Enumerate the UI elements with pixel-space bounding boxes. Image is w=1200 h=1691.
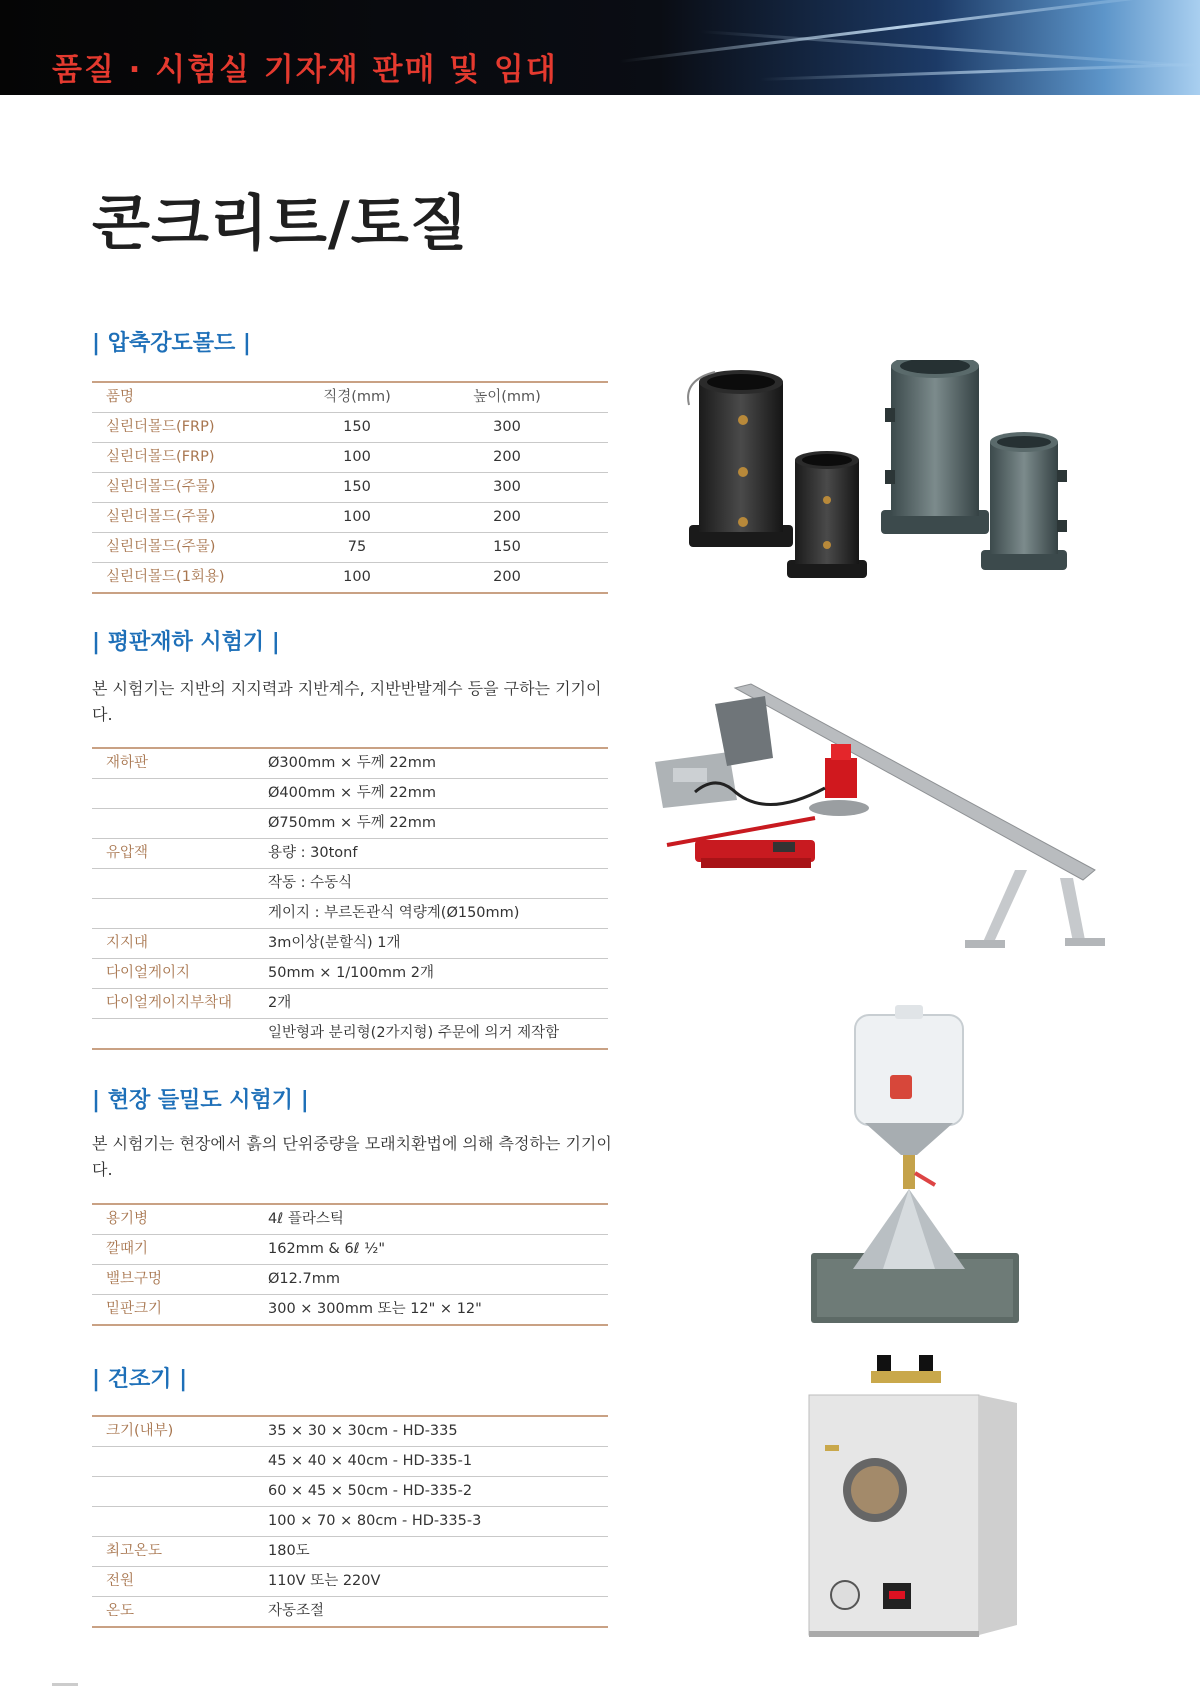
table-row: [92, 443, 608, 473]
cell-name: 실린더몰드(1회용): [106, 569, 225, 585]
cell-diameter: 100: [343, 509, 371, 525]
table-row: [92, 1597, 608, 1628]
cell-diameter: 150: [343, 479, 371, 495]
table-row: [92, 959, 608, 989]
cell-name: 실린더몰드(FRP): [106, 419, 215, 435]
field-density-description: 본 시험기는 현장에서 흙의 단위중량을 모래치환법에 의해 측정하는 기기이다.: [92, 1134, 612, 1179]
cell-diameter: 100: [343, 569, 371, 585]
table-row: [92, 839, 608, 869]
row-value: 게이지 : 부르돈관식 역량계(Ø150mm): [268, 905, 520, 921]
table-row: [92, 1567, 608, 1597]
row-value: 100 × 70 × 80cm - HD-335-3: [268, 1513, 482, 1529]
sand-cone-apparatus-photo: [805, 1005, 1025, 1325]
row-value: 60 × 45 × 50cm - HD-335-2: [268, 1483, 473, 1499]
row-label: 재하판: [106, 755, 149, 771]
section-title-field-density: | 현장 들밀도 시험기 |: [92, 1088, 309, 1113]
row-label: 전원: [106, 1573, 135, 1589]
table-row: [92, 1019, 608, 1050]
plate-load-spec-table: [92, 747, 608, 1050]
table-row: [92, 1265, 608, 1295]
table-row: [92, 503, 608, 533]
row-value: 162mm & 6ℓ ½": [268, 1241, 385, 1257]
row-label: 최고온도: [106, 1543, 163, 1559]
row-value: Ø400mm × 두께 22mm: [268, 785, 437, 801]
drying-oven-photo: [805, 1355, 1020, 1645]
table-row: [92, 563, 608, 594]
footer-mark: [52, 1683, 78, 1686]
row-label: 온도: [106, 1603, 135, 1619]
cell-diameter: 150: [343, 419, 371, 435]
row-value: 45 × 40 × 40cm - HD-335-1: [268, 1453, 473, 1469]
cell-height: 200: [493, 449, 521, 465]
dryer-spec-table: [92, 1415, 608, 1628]
banner-light-streak: [700, 30, 1199, 68]
table-row: [92, 869, 608, 899]
row-label: 밸브구멍: [106, 1271, 163, 1287]
table-row: [92, 1203, 608, 1235]
table-row: [92, 779, 608, 809]
table-row: [92, 533, 608, 563]
section-title-plate-load: | 평판재하 시험기 |: [92, 630, 280, 655]
row-label: 용기병: [106, 1211, 149, 1227]
row-value: Ø750mm × 두께 22mm: [268, 815, 437, 831]
plate-load-description: 본 시험기는 지반의 지지력과 지반계수, 지반반발계수 등을 구하는 기기이다.: [92, 679, 602, 724]
row-label: 다이얼게이지부착대: [106, 995, 233, 1011]
row-label: 지지대: [106, 935, 149, 951]
table-row: [92, 1537, 608, 1567]
row-value: 4ℓ 플라스틱: [268, 1211, 344, 1227]
row-value: 2개: [268, 995, 292, 1011]
row-value: 110V 또는 220V: [268, 1573, 381, 1589]
row-label: 다이얼게이지: [106, 965, 191, 981]
row-value: 300 × 300mm 또는 12" × 12": [268, 1301, 482, 1317]
header-diameter: 직경(mm): [323, 389, 391, 405]
section-title-mold: | 압축강도몰드 |: [92, 331, 251, 356]
table-row: [92, 1447, 608, 1477]
row-value: 작동 : 수동식: [268, 875, 353, 891]
row-value: Ø12.7mm: [268, 1271, 340, 1287]
row-value: Ø300mm × 두께 22mm: [268, 755, 437, 771]
cell-name: 실린더몰드(주물): [106, 509, 216, 525]
cell-height: 300: [493, 419, 521, 435]
row-label: 유압잭: [106, 845, 149, 861]
row-value: 50mm × 1/100mm 2개: [268, 965, 434, 981]
top-banner: [0, 0, 1200, 95]
banner-title: 품질 · 시험실 기자재 판매 및 임대: [52, 52, 558, 88]
cylinder-molds-photo: [685, 360, 1085, 600]
field-density-spec-table: [92, 1203, 608, 1326]
table-row: [92, 1235, 608, 1265]
row-value: 자동조절: [268, 1603, 325, 1619]
page-title: 콘크리트/토질: [92, 189, 469, 259]
table-row: [92, 809, 608, 839]
section-title-dryer: | 건조기 |: [92, 1367, 188, 1392]
cell-height: 150: [493, 539, 521, 555]
table-row: [92, 1295, 608, 1326]
table-row: [92, 1507, 608, 1537]
cell-name: 실린더몰드(FRP): [106, 449, 215, 465]
table-row: [92, 473, 608, 503]
cell-name: 실린더몰드(주물): [106, 479, 216, 495]
table-row: [92, 1477, 608, 1507]
table-row: [92, 899, 608, 929]
row-value: 일반형과 분리형(2가지형) 주문에 의거 제작함: [268, 1025, 560, 1041]
banner-light-streak: [760, 63, 1200, 81]
cell-height: 300: [493, 479, 521, 495]
cell-name: 실린더몰드(주물): [106, 539, 216, 555]
cell-diameter: 75: [347, 539, 367, 555]
row-value: 35 × 30 × 30cm - HD-335: [268, 1423, 458, 1439]
plate-load-tester-photo: [655, 680, 1135, 985]
table-row: [92, 413, 608, 443]
table-row: [92, 929, 608, 959]
table-header-row: [92, 381, 608, 413]
table-row: [92, 989, 608, 1019]
table-row: [92, 747, 608, 779]
row-label: 깔때기: [106, 1241, 149, 1257]
table-row: [92, 1415, 608, 1447]
row-label: 밑판크기: [106, 1301, 163, 1317]
header-height: 높이(mm): [473, 389, 541, 405]
row-label: 크기(내부): [106, 1423, 174, 1439]
row-value: 용량 : 30tonf: [268, 845, 358, 861]
cell-height: 200: [493, 509, 521, 525]
cell-height: 200: [493, 569, 521, 585]
cell-diameter: 100: [343, 449, 371, 465]
header-name: 품명: [106, 389, 135, 405]
row-value: 3m이상(분할식) 1개: [268, 935, 401, 951]
mold-spec-table: [92, 381, 608, 594]
row-value: 180도: [268, 1543, 310, 1559]
